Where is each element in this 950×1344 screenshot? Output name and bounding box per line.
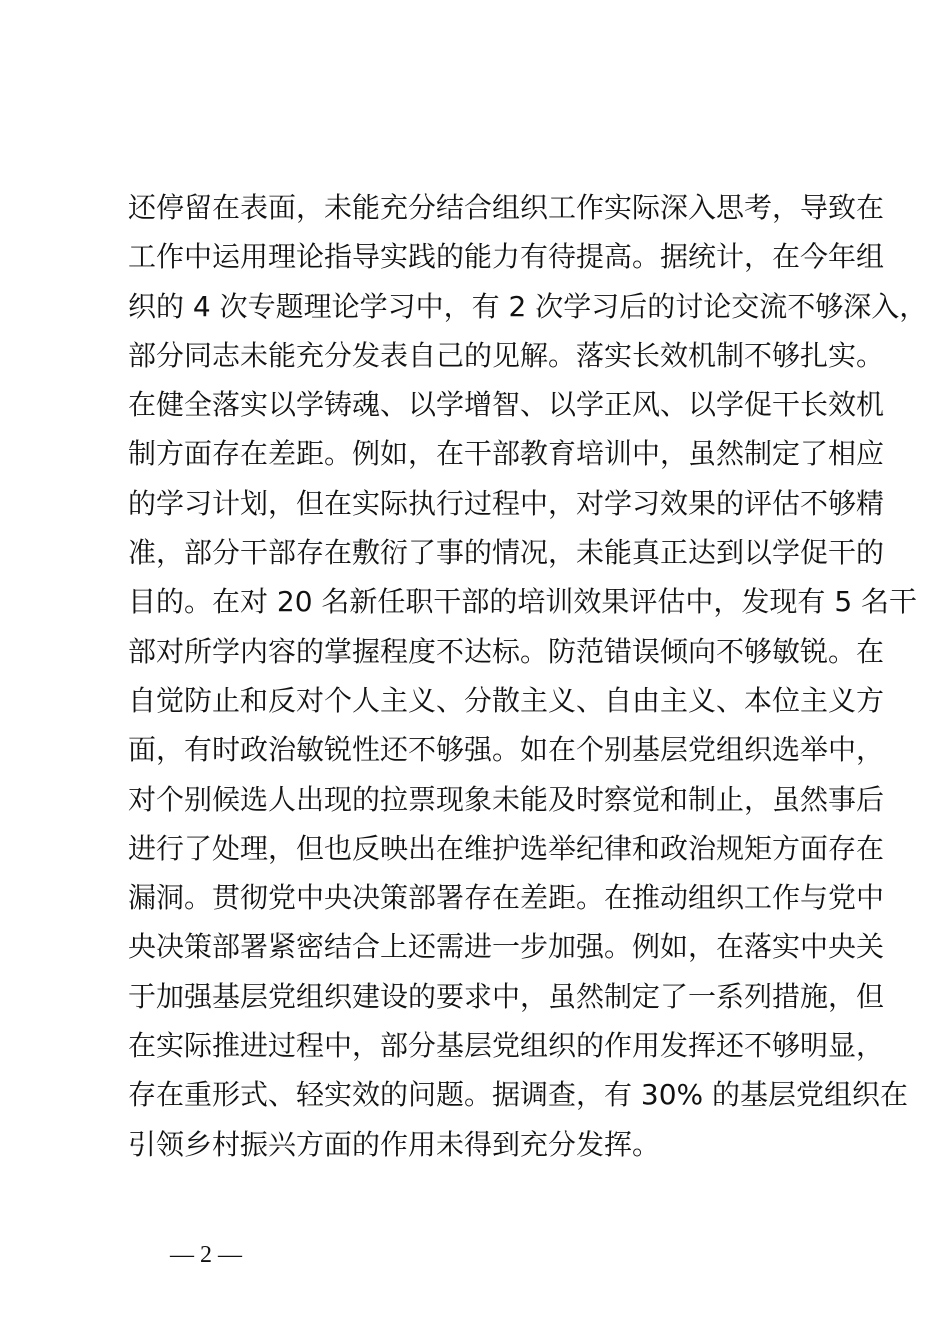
text-line: 织的 4 次专题理论学习中，有 2 次学习后的讨论交流不够深入， — [128, 289, 928, 323]
text-line: 央决策部署紧密结合上还需进一步加强。例如，在落实中央关 — [128, 930, 885, 964]
text-line: 引领乡村振兴方面的作用未得到充分发挥。 — [128, 1127, 661, 1161]
text-line: 面，有时政治敏锐性还不够强。如在个别基层党组织选举中， — [128, 733, 885, 767]
text-line: 于加强基层党组织建设的要求中，虽然制定了一系列措施，但 — [128, 979, 885, 1013]
text-line: 目的。在对 20 名新任职干部的培训效果评估中，发现有 5 名干 — [128, 585, 918, 619]
text-line: 漏洞。贯彻党中央决策部署存在差距。在推动组织工作与党中 — [128, 881, 885, 915]
text-line: 制方面存在差距。例如，在干部教育培训中，虽然制定了相应 — [128, 437, 885, 471]
body-paragraph — [128, 183, 928, 1169]
text-line: 工作中运用理论指导实践的能力有待提高。据统计，在今年组 — [128, 240, 885, 274]
text-line: 还停留在表面，未能充分结合组织工作实际深入思考，导致在 — [128, 191, 885, 224]
text-line: 进行了处理，但也反映出在维护选举纪律和政治规矩方面存在 — [128, 831, 885, 865]
text-line: 部对所学内容的掌握程度不达标。防范错误倾向不够敏锐。在 — [128, 634, 885, 668]
page-number: — 2 — — [170, 1242, 242, 1268]
text-line: 对个别候选人出现的拉票现象未能及时察觉和制止，虽然事后 — [128, 782, 885, 816]
text-line: 在健全落实以学铸魂、以学增智、以学正风、以学促干长效机 — [128, 388, 885, 422]
text-line: 存在重形式、轻实效的问题。据调查，有 30% 的基层党组织在 — [128, 1078, 909, 1112]
text-line: 准，部分干部存在敷衍了事的情况，未能真正达到以学促干的 — [128, 536, 885, 570]
text-line: 在实际推进过程中，部分基层党组织的作用发挥还不够明显， — [128, 1029, 885, 1063]
text-line: 部分同志未能充分发表自己的见解。落实长效机制不够扎实。 — [128, 338, 885, 372]
text-line: 的学习计划，但在实际执行过程中，对学习效果的评估不够精 — [128, 486, 885, 520]
text-line: 自觉防止和反对个人主义、分散主义、自由主义、本位主义方 — [128, 683, 885, 717]
